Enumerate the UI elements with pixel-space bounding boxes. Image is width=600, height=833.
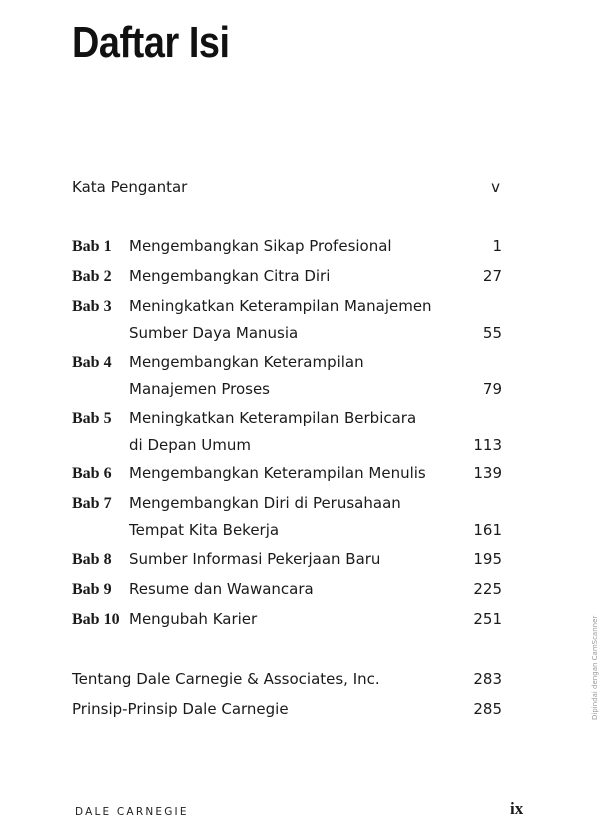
chapter-number: Bab 5 xyxy=(72,410,112,427)
chapter-page: 1 xyxy=(492,237,502,255)
toc-chapter-9 xyxy=(72,576,502,603)
toc-chapter-5 xyxy=(72,405,502,459)
chapter-title xyxy=(129,263,442,290)
chapter-title-line: Sumber Daya Manusia xyxy=(129,324,299,342)
toc-entry-label: Kata Pengantar xyxy=(72,178,188,196)
chapter-number: Bab 7 xyxy=(72,495,112,512)
toc-chapter-2 xyxy=(72,263,502,290)
chapter-title-line: di Depan Umum xyxy=(129,436,251,454)
scanner-watermark: Dipindai dengan CamScanner xyxy=(591,615,599,720)
chapter-title xyxy=(129,405,442,459)
chapter-title-line: Mengembangkan Keterampilan Menulis xyxy=(129,464,426,482)
chapter-page: 79 xyxy=(482,380,502,398)
footer-author: DALE CARNEGIE xyxy=(75,806,189,818)
chapter-page: 225 xyxy=(473,580,502,598)
chapter-title-line: Mengembangkan Sikap Profesional xyxy=(129,237,392,255)
chapter-title-line: Resume dan Wawancara xyxy=(129,580,314,598)
toc-entry-prinsip xyxy=(72,700,502,718)
chapter-page: 27 xyxy=(482,267,502,285)
chapter-title-line: Mengembangkan Diri di Perusahaan xyxy=(129,494,401,512)
toc-entry-label: Prinsip-Prinsip Dale Carnegie xyxy=(72,700,289,718)
chapter-number: Bab 6 xyxy=(72,465,112,482)
chapter-title-line: Meningkatkan Keterampilan Manajemen xyxy=(129,297,432,315)
toc-chapter-3 xyxy=(72,293,502,347)
toc-entry-page: 285 xyxy=(473,700,502,718)
chapter-title xyxy=(129,576,442,603)
chapter-page: 251 xyxy=(473,610,502,628)
chapter-title-line: Mengembangkan Keterampilan xyxy=(129,353,364,371)
chapter-number: Bab 1 xyxy=(72,238,112,255)
chapter-number: Bab 3 xyxy=(72,298,112,315)
toc-chapter-1 xyxy=(72,233,502,260)
toc-entry-page: v xyxy=(491,178,500,196)
toc-entry-kata-pengantar xyxy=(72,178,502,196)
chapter-title xyxy=(129,349,442,403)
chapter-number: Bab 4 xyxy=(72,354,112,371)
page-title: Daftar Isi xyxy=(72,18,230,67)
toc-entry-page: 283 xyxy=(473,670,502,688)
toc-chapter-7 xyxy=(72,490,502,544)
chapter-title xyxy=(129,606,442,633)
chapter-title-line: Meningkatkan Keterampilan Berbicara xyxy=(129,409,417,427)
chapter-page: 113 xyxy=(473,436,502,454)
chapter-number: Bab 8 xyxy=(72,551,112,568)
toc-entry-tentang xyxy=(72,670,502,688)
chapter-number: Bab 10 xyxy=(72,611,120,628)
chapter-page: 55 xyxy=(482,324,502,342)
toc-chapter-6 xyxy=(72,460,502,487)
chapter-title-line: Mengubah Karier xyxy=(129,610,258,628)
chapter-page: 139 xyxy=(473,464,502,482)
toc-chapter-4 xyxy=(72,349,502,403)
chapter-number: Bab 2 xyxy=(72,268,112,285)
chapter-title-line: Mengembangkan Citra Diri xyxy=(129,267,331,285)
chapter-title xyxy=(129,490,442,544)
chapter-page: 161 xyxy=(473,521,502,539)
chapter-title-line: Tempat Kita Bekerja xyxy=(129,521,280,539)
chapter-page: 195 xyxy=(473,550,502,568)
chapter-title xyxy=(129,233,442,260)
chapter-title-line: Sumber Informasi Pekerjaan Baru xyxy=(129,550,381,568)
chapter-title-line: Manajemen Proses xyxy=(129,380,270,398)
chapter-title xyxy=(129,460,442,487)
toc-entry-label: Tentang Dale Carnegie & Associates, Inc. xyxy=(72,670,380,688)
toc-chapter-10 xyxy=(72,606,502,633)
toc-chapter-8 xyxy=(72,546,502,573)
chapter-title xyxy=(129,546,442,573)
chapter-number: Bab 9 xyxy=(72,581,112,598)
footer-page-number: ix xyxy=(510,799,524,818)
chapter-title xyxy=(129,293,442,347)
